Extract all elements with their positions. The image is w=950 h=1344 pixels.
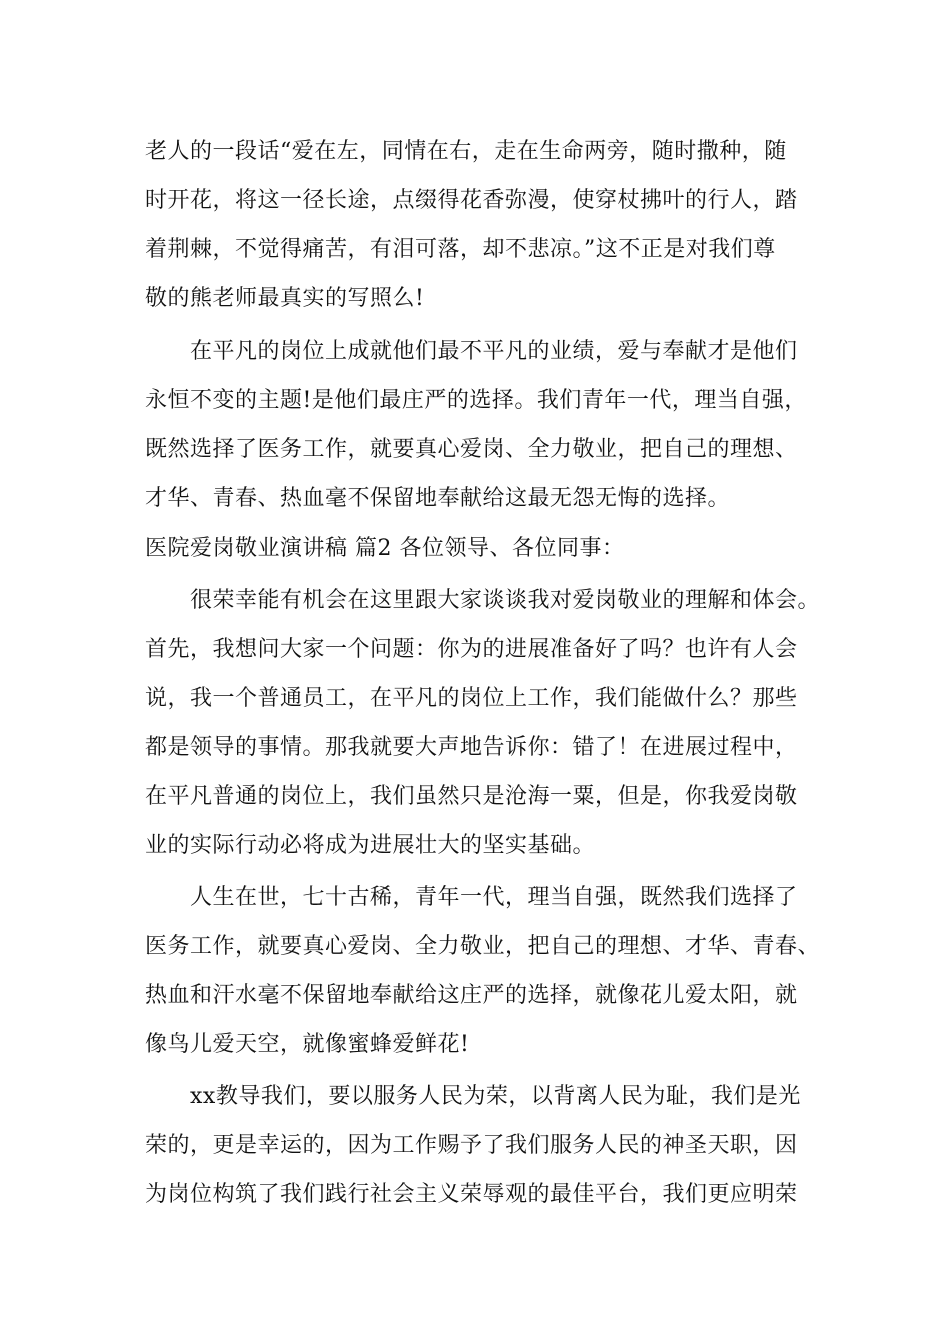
text-line: 着荆棘，不觉得痛苦，有泪可落，却不悲凉。”这不正是对我们尊: [145, 237, 776, 262]
text-line: 首先，我想问大家一个问题：你为的进展准备好了吗？也许有人会: [145, 637, 798, 662]
text-line: 永恒不变的主题!是他们最庄严的选择。我们青年一代，理当自强，: [145, 388, 807, 413]
text-line: 既然选择了医务工作，就要真心爱岗、全力敬业，把自己的理想、: [145, 437, 798, 462]
text-line: 荣的，更是幸运的，因为工作赐予了我们服务人民的神圣天职，因: [145, 1133, 798, 1158]
paragraph-start-line: 人生在世，七十古稀，青年一代，理当自强，既然我们选择了: [190, 885, 798, 910]
paragraph-start-line: 在平凡的岗位上成就他们最不平凡的业绩，爱与奉献才是他们: [190, 339, 798, 364]
text-line: 老人的一段话“爱在左，同情在右，走在生命两旁，随时撒种，随: [145, 139, 787, 164]
text-line: 敬的熊老师最真实的写照么!: [145, 286, 425, 311]
paragraph-start-line: xx教导我们，要以服务人民为荣，以背离人民为耻，我们是光: [190, 1084, 801, 1109]
paragraph-start-line: 很荣幸能有机会在这里跟大家谈谈我对爱岗敬业的理解和体会。: [190, 588, 821, 613]
text-line: 为岗位构筑了我们践行社会主义荣辱观的最佳平台，我们更应明荣: [145, 1182, 798, 1207]
text-line: 时开花，将这一径长途，点缀得花香弥漫，使穿杖拂叶的行人，踏: [145, 188, 798, 213]
text-line: 在平凡普通的岗位上，我们虽然只是沧海一粟，但是，你我爱岗敬: [145, 784, 798, 809]
text-line: 业的实际行动必将成为进展壮大的坚实基础。: [145, 833, 596, 858]
text-line: 像鸟儿爱天空，就像蜜蜂爱鲜花!: [145, 1032, 470, 1057]
text-line: 说，我一个普通员工，在平凡的岗位上工作，我们能做什么？那些: [145, 686, 798, 711]
text-line: 医务工作，就要真心爱岗、全力敬业，把自己的理想、才华、青春、: [145, 934, 821, 959]
text-line: 才华、青春、热血毫不保留地奉献给这最无怨无悔的选择。: [145, 486, 731, 511]
text-line: 都是领导的事情。那我就要大声地告诉你：错了！在进展过程中，: [145, 735, 798, 760]
text-line: 热血和汗水毫不保留地奉献给这庄严的选择，就像花儿爱太阳，就: [145, 983, 798, 1008]
section-heading: 医院爱岗敬业演讲稿 篇2 各位领导、各位同事：: [145, 536, 625, 561]
